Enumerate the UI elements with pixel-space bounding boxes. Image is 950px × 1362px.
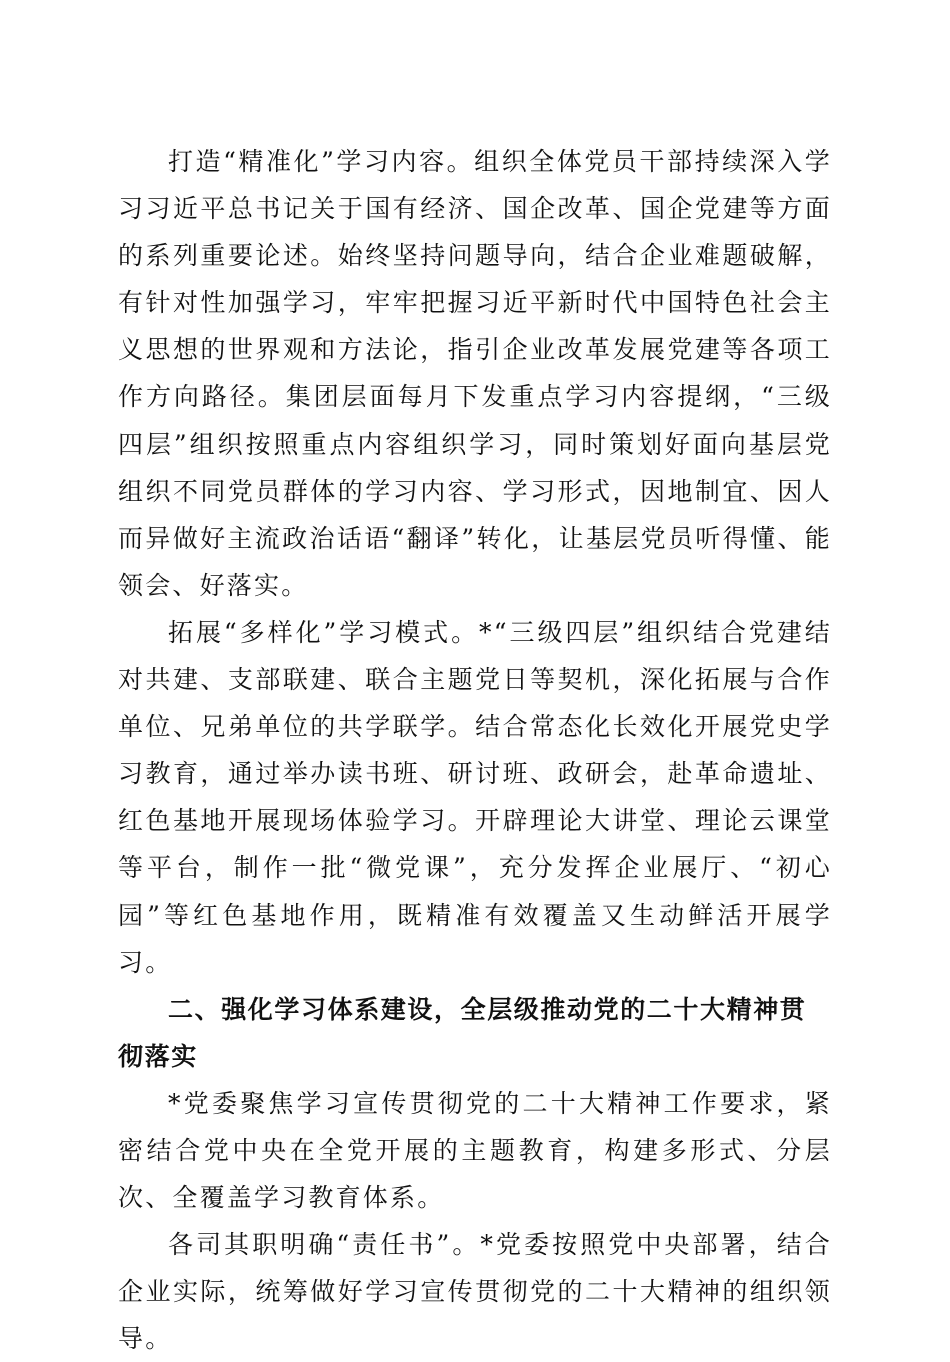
paragraph-diverse-learning-modes: 拓展“多样化”学习模式。*“三级四层”组织结合党建结对共建、支部联建、联合主题党日等契机，深化拓展与合作单位、兄弟单位的共学联学。结合常态化长效化开展党史学习教育，通过举办读书班、研讨班、政研会，赴革命遗址、红色基地开展现场体验学习。开辟理论大讲堂、理论云课堂等平台，制作一批“微党课”，充分发挥企业展厅、“初心园”等红色基地作用，既精准有效覆盖又生动鲜活开展学习。 <box>118 617 832 977</box>
paragraph-party-committee-focus: *党委聚焦学习宣传贯彻党的二十大精神工作要求，紧密结合党中央在全党开展的主题教育，构建多形式、分层次、全覆盖学习教育体系。 <box>118 1088 832 1213</box>
paragraph-responsibility-letter: 各司其职明确“责任书”。*党委按照党中央部署，结合企业实际，统筹做好学习宣传贯彻党的二十大精神的组织领导。 <box>118 1230 832 1354</box>
section-heading-2: 二、强化学习体系建设，全层级推动党的二十大精神贯彻落实 <box>118 994 807 1071</box>
document-body <box>118 138 832 1362</box>
paragraph-precise-learning-content: 打造“精准化”学习内容。组织全体党员干部持续深入学习习近平总书记关于国有经济、国企改革、国企党建等方面的系列重要论述。始终坚持问题导向，结合企业难题破解，有针对性加强学习，牢牢把握习近平新时代中国特色社会主义思想的世界观和方法论，指引企业改革发展党建等各项工作方向路径。集团层面每月下发重点学习内容提纲，“三级四层”组织按照重点内容组织学习，同时策划好面向基层党组织不同党员群体的学习内容、学习形式，因地制宜、因人而异做好主流政治话语“翻译”转化，让基层党员听得懂、能领会、好落实。 <box>118 147 832 600</box>
